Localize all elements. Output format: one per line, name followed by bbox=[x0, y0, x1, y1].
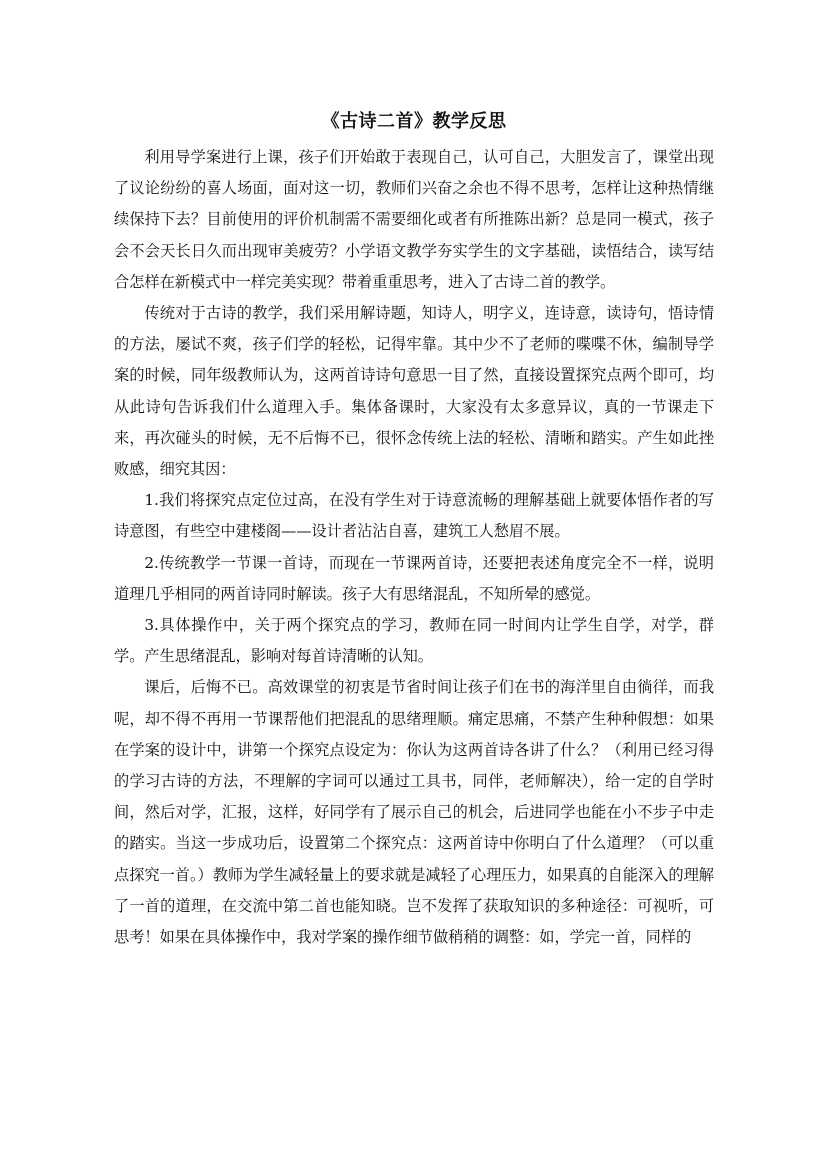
paragraph-reason-1: 1.我们将探究点定位过高，在没有学生对于诗意流畅的理解基础上就要体悟作者的写诗意图，有些空中建楼阁——设计者沾沾自喜，建筑工人愁眉不展。 bbox=[114, 491, 714, 541]
document-body bbox=[114, 104, 714, 953]
paragraph-reason-2: 2.传统教学一节课一首诗，而现在一节课两首诗，还要把表述角度完全不一样，说明道理几乎相同的两首诗同时解读。孩子大有思绪混乱，不知所晕的感觉。 bbox=[114, 553, 714, 603]
paragraph-intro: 利用导学案进行上课，孩子们开始敢于表现自己，认可自己，大胆发言了，课堂出现了议论纷纷的喜人场面，面对这一切，教师们兴奋之余也不得不思考，怎样让这种热情继续保持下去？目前使用的评价机制需不需要细化或者有所推陈出新？总是同一模式，孩子会不会天长日久而出现审美疲劳？小学语文教学夯实学生的文字基础，读悟结合，读写结合怎样在新模式中一样完美实现？带着重重思考，进入了古诗二首的教学。 bbox=[114, 148, 714, 291]
paragraph-traditional-teaching: 传统对于古诗的教学，我们采用解诗题，知诗人，明字义，连诗意，读诗句，悟诗情的方法，屡试不爽，孩子们学的轻松，记得牢靠。其中少不了老师的喋喋不休，编制导学案的时候，同年级教师认为，这两首诗诗句意思一目了然，直接设置探究点两个即可，均从此诗句告诉我们什么道理入手。集体备课时，大家没有太多意异议，真的一节课走下来，再次碰头的时候，无不后悔不已，很怀念传统上法的轻松、清晰和踏实。产生如此挫败感，细究其因： bbox=[114, 304, 714, 479]
document-title: 《古诗二首》教学反思 bbox=[321, 111, 507, 132]
paragraph-reason-3: 3.具体操作中，关于两个探究点的学习，教师在同一时间内让学生自学，对学，群学。产生思绪混乱，影响对每首诗清晰的认知。 bbox=[114, 616, 714, 666]
paragraph-reflection: 课后，后悔不已。高效课堂的初衷是节省时间让孩子们在书的海洋里自由徜徉，而我呢，却不得不再用一节课帮他们把混乱的思绪理顺。痛定思痛，不禁产生种种假想：如果在学案的设计中，讲第一个探究点设定为：你认为这两首诗各讲了什么？（利用已经习得的学习古诗的方法，不理解的字词可以通过工具书，同伴，老师解决），给一定的自学时间，然后对学，汇报，这样，好同学有了展示自己的机会，后进同学也能在小不步子中走的踏实。当这一步成功后，设置第二个探究点：这两首诗中你明白了什么道理？（可以重点探究一首。）教师为学生减轻量上的要求就是减轻了心理压力，如果真的自能深入的理解了一首的道理，在交流中第二首也能知晓。岂不发挥了获取知识的多种途径：可视听，可思考！如果在具体操作中，我对学案的操作细节做稍稍的调整：如，学完一首，同样的 bbox=[114, 678, 714, 947]
